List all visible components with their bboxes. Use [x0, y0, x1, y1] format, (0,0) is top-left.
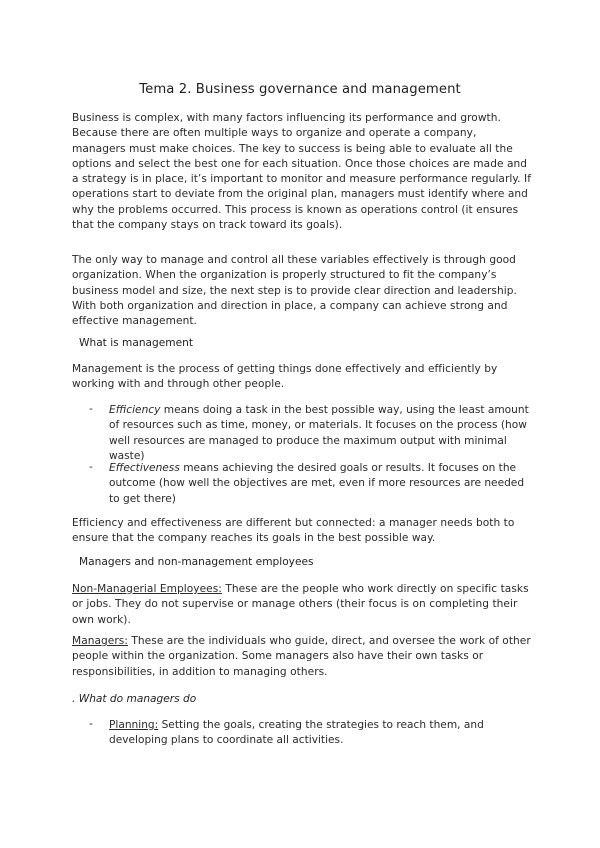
managers-paragraph	[72, 634, 532, 680]
management-definition-paragraph: Management is the process of getting things done effectively and efficiently by working with and through other people.	[72, 363, 498, 391]
list-bullet-dash: -	[89, 718, 93, 730]
list-item-effectiveness	[109, 461, 531, 507]
list-item-text: means doing a task in the best possible way, using the least amount of resources such as time, money, or materials. It focuses on the process (how well resources are managed to produce the maximum output with minimal waste)	[109, 404, 529, 462]
term-efficiency: Efficiency	[109, 404, 161, 416]
list-item-planning	[109, 718, 531, 749]
term-non-managerial: Non-Managerial Employees:	[72, 583, 222, 595]
paragraph-text: These are the individuals who guide, direct, and oversee the work of other people within the organization. Some managers also have their own tasks or responsibilities, in addition to managing others.	[72, 635, 531, 678]
section-heading-management: What is management	[79, 337, 193, 349]
section-heading-what-managers-do: . What do managers do	[72, 693, 197, 705]
list-item-text: means achieving the desired goals or results. It focuses on the outcome (how well the objectives are met, even if more resources are needed to get there)	[109, 462, 525, 505]
section-heading-managers: Managers and non-management employees	[79, 556, 314, 568]
list-item-text: Setting the goals, creating the strategies to reach them, and developing plans to coordinate all activities.	[109, 719, 484, 747]
paragraph-text: These are the people who work directly on specific tasks or jobs. They do not supervise or manage others (their focus is on completing their own work).	[72, 583, 529, 626]
term-effectiveness: Effectiveness	[109, 462, 180, 474]
list-bullet-dash: -	[89, 403, 93, 415]
page-title: Tema 2. Business governance and management	[139, 82, 461, 97]
term-managers: Managers:	[72, 635, 128, 647]
intro-paragraph: Business is complex, with many factors influencing its performance and growth. Because there are often multiple ways to organize and operate a company, managers must make choices. The key to success is being able to evaluate all the options and select the best one for each situation. Once those choices are made and a strategy is in place, it’s important to monitor and measure performance regularly. If operations start to deviate from the original plan, managers must identify where and why the problems occurred. This process is known as operations control (it ensures that the company stays on track toward its goals).	[72, 112, 531, 232]
efficiency-effectiveness-paragraph: Efficiency and effectiveness are different but connected: a manager needs both to ensure that the company reaches its goals in the best possible way.	[72, 517, 515, 545]
organization-paragraph: The only way to manage and control all these variables effectively is through good organization. When the organization is properly structured to fit the company’s business model and size, the next step is to provide clear direction and leadership. With both organization and direction in place, a company can achieve strong and effective management.	[72, 254, 517, 328]
list-item-efficiency	[109, 403, 531, 464]
list-bullet-dash: -	[89, 461, 93, 473]
non-managerial-paragraph	[72, 582, 532, 628]
term-planning: Planning:	[109, 719, 159, 731]
